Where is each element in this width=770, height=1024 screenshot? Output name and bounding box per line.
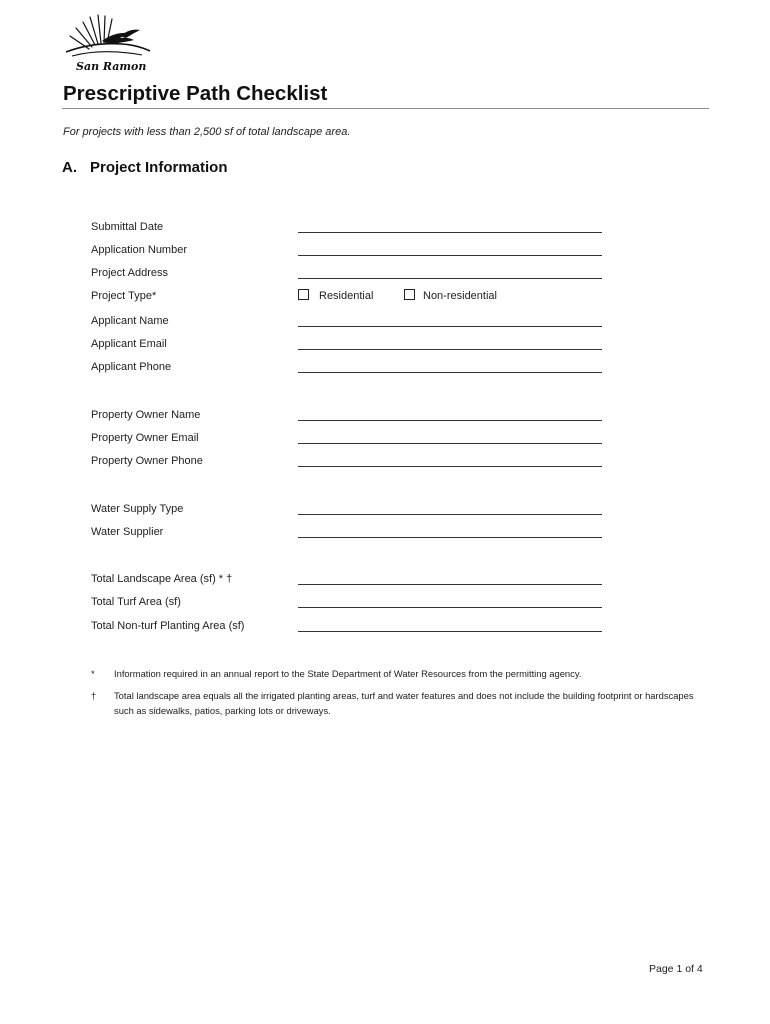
project-type-field xyxy=(91,288,611,306)
owner-name-field xyxy=(91,407,611,425)
application-number-field xyxy=(91,242,611,260)
total-turf-area-input[interactable] xyxy=(298,607,602,608)
footnote-mark: † xyxy=(91,690,97,701)
project-type-label: Project Type* xyxy=(91,290,157,302)
total-non-turf-area-input[interactable] xyxy=(298,631,602,632)
section-title: Project Information xyxy=(90,159,228,176)
page-number: Page 1 of 4 xyxy=(649,963,703,975)
water-supply-type-label: Water Supply Type xyxy=(91,503,184,515)
water-supply-type-input[interactable] xyxy=(298,514,602,515)
owner-name-label: Property Owner Name xyxy=(91,409,201,421)
footnote-mark: * xyxy=(91,668,95,679)
applicant-email-label: Applicant Email xyxy=(91,338,167,350)
water-supplier-field xyxy=(91,524,611,542)
footnote-text: Total landscape area equals all the irrigated planting areas, turf and water features and does not include the building footprint or hardscapes such as sidewalks, patios, parking lots or driveways. xyxy=(114,690,694,716)
owner-email-label: Property Owner Email xyxy=(91,432,199,444)
footnote-asterisk xyxy=(91,666,711,682)
submittal-date-input[interactable] xyxy=(298,232,602,233)
water-supplier-input[interactable] xyxy=(298,537,602,538)
owner-phone-field xyxy=(91,453,611,471)
total-non-turf-area-label: Total Non-turf Planting Area (sf) xyxy=(91,620,245,632)
total-turf-area-field xyxy=(91,594,611,612)
submittal-date-field xyxy=(91,219,611,237)
owner-email-input[interactable] xyxy=(298,443,602,444)
applicant-phone-input[interactable] xyxy=(298,372,602,373)
section-heading xyxy=(62,159,228,176)
water-supply-type-field xyxy=(91,501,611,519)
page-subtitle: For projects with less than 2,500 sf of total landscape area. xyxy=(63,126,351,138)
footnote-text: Information required in an annual report to the State Department of Water Resources from the permitting agency. xyxy=(114,668,582,679)
submittal-date-label: Submittal Date xyxy=(91,221,164,233)
title-divider xyxy=(62,108,709,109)
non-residential-checkbox[interactable] xyxy=(404,289,415,300)
total-landscape-area-input[interactable] xyxy=(298,584,602,585)
project-address-input[interactable] xyxy=(298,278,602,279)
footnote-dagger xyxy=(91,688,711,720)
project-address-field xyxy=(91,265,611,283)
sun-bird-logo-icon xyxy=(62,14,154,58)
application-number-label: Application Number xyxy=(91,244,187,256)
non-residential-label: Non-residential xyxy=(423,290,497,302)
page-title: Prescriptive Path Checklist xyxy=(63,82,328,105)
total-landscape-area-label: Total Landscape Area (sf) * † xyxy=(91,573,233,585)
owner-phone-input[interactable] xyxy=(298,466,602,467)
application-number-input[interactable] xyxy=(298,255,602,256)
residential-checkbox[interactable] xyxy=(298,289,309,300)
applicant-phone-field xyxy=(91,359,611,377)
owner-email-field xyxy=(91,430,611,448)
total-landscape-area-field xyxy=(91,571,611,589)
applicant-phone-label: Applicant Phone xyxy=(91,361,172,373)
project-address-label: Project Address xyxy=(91,267,169,279)
owner-phone-label: Property Owner Phone xyxy=(91,455,203,467)
applicant-name-input[interactable] xyxy=(298,326,602,327)
logo-text: San Ramon xyxy=(76,60,147,73)
applicant-email-input[interactable] xyxy=(298,349,602,350)
water-supplier-label: Water Supplier xyxy=(91,526,164,538)
total-turf-area-label: Total Turf Area (sf) xyxy=(91,596,181,608)
applicant-name-label: Applicant Name xyxy=(91,315,169,327)
san-ramon-logo xyxy=(62,14,154,78)
applicant-name-field xyxy=(91,313,611,331)
residential-label: Residential xyxy=(319,290,374,302)
owner-name-input[interactable] xyxy=(298,420,602,421)
section-letter: A. xyxy=(62,159,77,176)
total-non-turf-area-field xyxy=(91,618,611,636)
applicant-email-field xyxy=(91,336,611,354)
